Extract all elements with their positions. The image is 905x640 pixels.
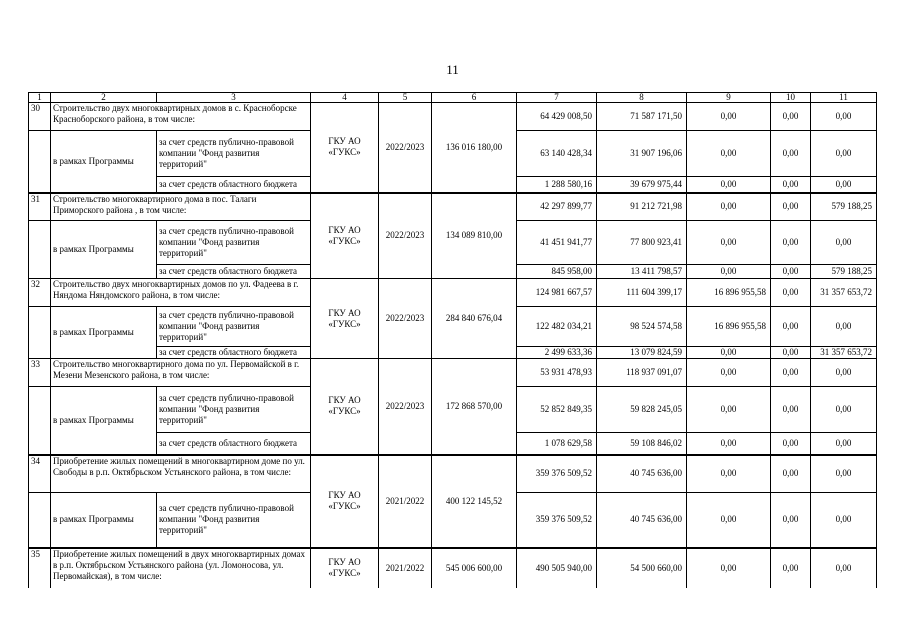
header-row (29, 93, 877, 103)
header-cell: 8 (597, 93, 687, 103)
value-cell: 0,00 (811, 103, 877, 131)
header-cell: 4 (311, 93, 379, 103)
regional-label: за счет средств областного бюджета (157, 265, 311, 279)
value-cell: 40 745 636,00 (597, 455, 687, 493)
empty-cell (29, 387, 51, 455)
value-cell: 0,00 (687, 433, 771, 455)
value-cell: 0,00 (811, 548, 877, 588)
table-row (29, 193, 877, 221)
value-cell: 0,00 (771, 387, 811, 433)
value-cell: 0,00 (687, 221, 771, 265)
value-cell: 39 679 975,44 (597, 177, 687, 193)
value-cell: 579 188,25 (811, 193, 877, 221)
header-cell: 7 (517, 93, 597, 103)
value-cell: 0,00 (811, 221, 877, 265)
header-cell: 2 (51, 93, 157, 103)
in-program-label: в рамках Программы (51, 221, 157, 279)
value-cell: 0,00 (771, 221, 811, 265)
value-cell: 13 079 824,59 (597, 347, 687, 359)
value-cell: 64 429 008,50 (517, 103, 597, 131)
value-cell: 0,00 (687, 265, 771, 279)
value-cell: 0,00 (771, 548, 811, 588)
value-cell: 845 958,00 (517, 265, 597, 279)
value-cell: 111 604 399,17 (597, 279, 687, 307)
value-cell: 359 376 509,52 (517, 493, 597, 548)
row-title: Строительство многоквартирного дома по ул. Первомайской в г. Мезени Мезенского района, в том числе: (51, 359, 311, 387)
value-cell: 0,00 (771, 131, 811, 177)
value-cell: 0,00 (771, 455, 811, 493)
value-cell: 0,00 (771, 433, 811, 455)
value-cell: 0,00 (771, 347, 811, 359)
total-cost: 400 122 145,52 (432, 455, 517, 548)
period: 2022/2023 (379, 359, 432, 455)
value-cell: 91 212 721,98 (597, 193, 687, 221)
row-number: 33 (29, 359, 51, 387)
value-cell: 0,00 (771, 493, 811, 548)
value-cell: 118 937 091,07 (597, 359, 687, 387)
value-cell: 42 297 899,77 (517, 193, 597, 221)
value-cell: 0,00 (687, 548, 771, 588)
value-cell: 40 745 636,00 (597, 493, 687, 548)
value-cell: 0,00 (811, 177, 877, 193)
header-cell: 1 (29, 93, 51, 103)
row-title: Приобретение жилых помещений в двух многоквартирных домах в р.п. Октябрьском Устьянского района (ул. Ломоносова, ул. Первомайская), в том числе: (51, 548, 311, 588)
total-cost: 545 006 600,00 (432, 548, 517, 588)
value-cell: 31 357 653,72 (811, 279, 877, 307)
total-cost: 136 016 180,00 (432, 103, 517, 193)
value-cell: 0,00 (687, 103, 771, 131)
value-cell: 1 078 629,58 (517, 433, 597, 455)
row-number: 35 (29, 548, 51, 588)
value-cell: 122 482 034,21 (517, 307, 597, 347)
value-cell: 13 411 798,57 (597, 265, 687, 279)
value-cell: 0,00 (687, 193, 771, 221)
row-title: Строительство многоквартирного дома в пос. Талаги Приморского района , в том числе: (51, 193, 311, 221)
total-cost: 134 089 810,00 (432, 193, 517, 279)
empty-cell (29, 131, 51, 193)
value-cell: 16 896 955,58 (687, 307, 771, 347)
in-program-label: в рамках Программы (51, 387, 157, 455)
fund-label: за счет средств публично-правовой компании "Фонд развития территорий" (157, 131, 311, 177)
value-cell: 359 376 509,52 (517, 455, 597, 493)
regional-label: за счет средств областного бюджета (157, 347, 311, 359)
customer: ГКУ АО «ГУКС» (311, 279, 379, 359)
value-cell: 1 288 580,16 (517, 177, 597, 193)
row-title: Строительство двух многоквартирных домов по ул. Фадеева в г. Няндома Няндомского района, в том числе: (51, 279, 311, 307)
period: 2021/2022 (379, 455, 432, 548)
header-cell: 6 (432, 93, 517, 103)
table-row (29, 548, 877, 588)
empty-cell (29, 493, 51, 548)
fund-label: за счет средств публично-правовой компании "Фонд развития территорий" (157, 307, 311, 347)
value-cell: 490 505 940,00 (517, 548, 597, 588)
customer: ГКУ АО «ГУКС» (311, 193, 379, 279)
total-cost: 172 868 570,00 (432, 359, 517, 455)
period: 2022/2023 (379, 279, 432, 359)
value-cell: 0,00 (811, 359, 877, 387)
program-table (28, 92, 877, 588)
value-cell: 0,00 (771, 279, 811, 307)
header-cell: 10 (771, 93, 811, 103)
fund-label: за счет средств публично-правовой компании "Фонд развития территорий" (157, 387, 311, 433)
table-body (29, 93, 877, 588)
value-cell: 0,00 (811, 387, 877, 433)
customer: ГКУ АО «ГУКС» (311, 359, 379, 455)
empty-cell (29, 221, 51, 279)
value-cell: 63 140 428,34 (517, 131, 597, 177)
value-cell: 59 108 846,02 (597, 433, 687, 455)
value-cell: 579 188,25 (811, 265, 877, 279)
value-cell: 0,00 (687, 387, 771, 433)
page-number: 11 (446, 62, 459, 77)
header-cell: 5 (379, 93, 432, 103)
value-cell: 53 931 478,93 (517, 359, 597, 387)
fund-label: за счет средств публично-правовой компании "Фонд развития территорий" (157, 221, 311, 265)
customer: ГКУ АО «ГУКС» (311, 103, 379, 193)
period: 2021/2022 (379, 548, 432, 588)
value-cell: 0,00 (811, 433, 877, 455)
in-program-label: в рамках Программы (51, 307, 157, 359)
value-cell: 71 587 171,50 (597, 103, 687, 131)
value-cell: 0,00 (687, 347, 771, 359)
row-title: Строительство двух многоквартирных домов в с. Красноборске Красноборского района, в том числе: (51, 103, 311, 131)
value-cell: 0,00 (771, 193, 811, 221)
header-cell: 3 (157, 93, 311, 103)
value-cell: 0,00 (687, 177, 771, 193)
value-cell: 0,00 (771, 265, 811, 279)
value-cell: 31 907 196,06 (597, 131, 687, 177)
table-row (29, 359, 877, 387)
value-cell: 0,00 (811, 131, 877, 177)
regional-label: за счет средств областного бюджета (157, 433, 311, 455)
value-cell: 16 896 955,58 (687, 279, 771, 307)
value-cell: 0,00 (811, 307, 877, 347)
row-number: 31 (29, 193, 51, 221)
table-row (29, 103, 877, 131)
value-cell: 0,00 (811, 493, 877, 548)
value-cell: 0,00 (771, 359, 811, 387)
regional-label: за счет средств областного бюджета (157, 177, 311, 193)
value-cell: 54 500 660,00 (597, 548, 687, 588)
value-cell: 0,00 (687, 131, 771, 177)
total-cost: 284 840 676,04 (432, 279, 517, 359)
row-number: 30 (29, 103, 51, 131)
value-cell: 77 800 923,41 (597, 221, 687, 265)
period: 2022/2023 (379, 193, 432, 279)
value-cell: 0,00 (771, 307, 811, 347)
value-cell: 98 524 574,58 (597, 307, 687, 347)
customer: ГКУ АО «ГУКС» (311, 548, 379, 588)
row-number: 34 (29, 455, 51, 493)
value-cell: 0,00 (687, 455, 771, 493)
header-cell: 9 (687, 93, 771, 103)
table-row (29, 279, 877, 307)
header-cell: 11 (811, 93, 877, 103)
value-cell: 52 852 849,35 (517, 387, 597, 433)
row-title: Приобретение жилых помещений в многоквартирном доме по ул. Свободы в р.п. Октябрьском Устьянского района, в том числе: (51, 455, 311, 493)
value-cell: 59 828 245,05 (597, 387, 687, 433)
value-cell: 41 451 941,77 (517, 221, 597, 265)
period: 2022/2023 (379, 103, 432, 193)
value-cell: 0,00 (811, 455, 877, 493)
value-cell: 31 357 653,72 (811, 347, 877, 359)
value-cell: 0,00 (687, 493, 771, 548)
value-cell: 0,00 (771, 177, 811, 193)
in-program-label: в рамках Программы (51, 131, 157, 193)
empty-cell (29, 307, 51, 359)
table-row (29, 455, 877, 493)
value-cell: 0,00 (771, 103, 811, 131)
in-program-label: в рамках Программы (51, 493, 157, 548)
value-cell: 2 499 633,36 (517, 347, 597, 359)
row-number: 32 (29, 279, 51, 307)
fund-label: за счет средств публично-правовой компании "Фонд развития территорий" (157, 493, 311, 548)
customer: ГКУ АО «ГУКС» (311, 455, 379, 548)
value-cell: 124 981 667,57 (517, 279, 597, 307)
value-cell: 0,00 (687, 359, 771, 387)
